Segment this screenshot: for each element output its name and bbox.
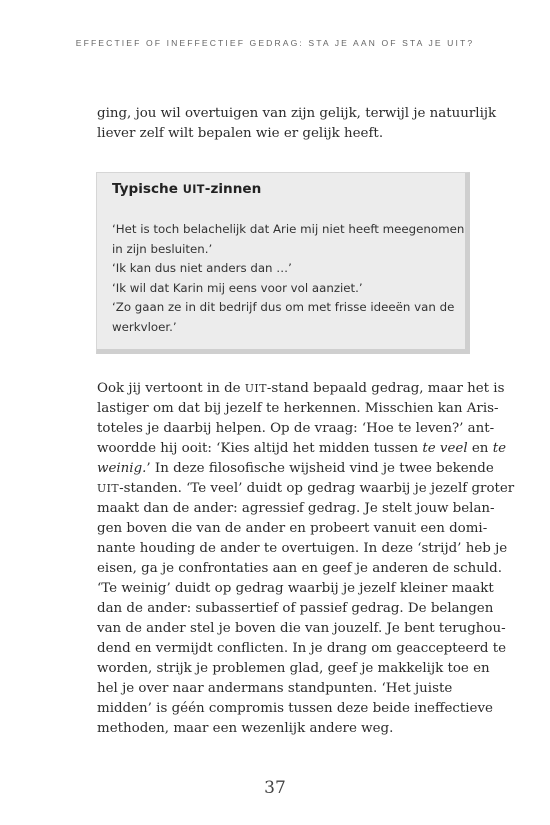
box-title-smallcaps: UIT (182, 183, 205, 196)
body-line (97, 479, 515, 499)
body-line: ‘Te weinig’ duidt op gedrag waarbij je jezelf kleiner maakt (97, 581, 494, 596)
body-line: eisen, ga je confrontaties aan en geef je anderen de schuld. (97, 561, 503, 576)
quote-list (112, 220, 464, 338)
italic-run: te veel (422, 441, 468, 456)
intro-line: ging, jou wil overtuigen van zijn gelijk, terwijl je natuurlijk (97, 106, 497, 121)
body-line: lastiger om dat bij jezelf te herkennen. Misschien kan Aris- (97, 401, 499, 416)
body-line: midden’ is géén compromis tussen deze beide ineffectieve (97, 701, 493, 716)
smallcaps-run: UIT (97, 482, 120, 495)
quote-line: in zijn besluiten.’ (112, 241, 213, 256)
box-title (112, 181, 261, 197)
intro-line: liever zelf wilt bepalen wie er gelijk heeft. (97, 126, 384, 141)
body-line (97, 379, 505, 399)
quote-line: ‘Het is toch belachelijk dat Arie mij niet heeft meegenomen (112, 222, 465, 236)
page-number: 37 (264, 778, 286, 798)
body-line: van de ander stel je boven die van jouzelf. Je bent terughou- (97, 621, 506, 636)
text-run: woordde hij ooit: ‘Kies altijd het midden tussen (97, 441, 423, 456)
body-line: worden, strijk je problemen glad, geef je makkelijk toe en (97, 661, 490, 676)
body-line: gen boven die van de ander en probeert vanuit een domi- (97, 521, 488, 536)
text-run: -standen. ‘Te veel’ duidt op gedrag waarbij je jezelf groter (119, 481, 515, 496)
body-paragraph (97, 379, 515, 739)
text-run: ’ In deze filosofische wijsheid vind je twee bekende (146, 461, 494, 476)
italic-run: weinig. (97, 461, 147, 476)
body-line: methoden, maar een wezenlijk andere weg. (97, 721, 394, 736)
body-line (97, 459, 494, 479)
running-head: EFFECTIEF OF INEFFECTIEF GEDRAG: STA JE AAN OF STA JE UIT? (75, 38, 475, 48)
quote-line: ‘Ik kan dus niet anders dan …’ (112, 261, 292, 276)
body-line: dend en vermijdt conflicten. In je drang om geaccepteerd te (97, 641, 506, 656)
body-line (97, 439, 506, 459)
box-title-suffix: -zinnen (204, 181, 262, 197)
quote-line: ‘Zo gaan ze in dit bedrijf dus om met frisse ideeën van de (112, 300, 455, 315)
body-line: dan de ander: subassertief of passief gedrag. De belangen (97, 601, 494, 616)
example-sentences-box (96, 172, 470, 354)
body-line: hel je over naar andermans standpunten. ‘Het juiste (97, 681, 453, 696)
quote-line: werkvloer.’ (112, 319, 177, 334)
italic-run: te (492, 441, 506, 456)
text-run: en (467, 441, 493, 456)
body-line: maakt dan de ander: agressief gedrag. Je stelt jouw belan- (97, 501, 495, 516)
smallcaps-run: UIT (244, 382, 267, 395)
body-line: nante houding de ander te overtuigen. In deze ‘strijd’ heb je (97, 541, 508, 556)
box-title-prefix: Typische (112, 181, 183, 197)
quote-line: ‘Ik wil dat Karin mij eens voor vol aanziet.’ (112, 280, 363, 295)
body-line: toteles je daarbij helpen. Op de vraag: ‘Hoe te leven?’ ant- (97, 421, 495, 436)
text-run: Ook jij vertoont in de (97, 381, 245, 396)
text-run: -stand bepaald gedrag, maar het is (266, 381, 505, 396)
intro-paragraph (97, 104, 497, 144)
